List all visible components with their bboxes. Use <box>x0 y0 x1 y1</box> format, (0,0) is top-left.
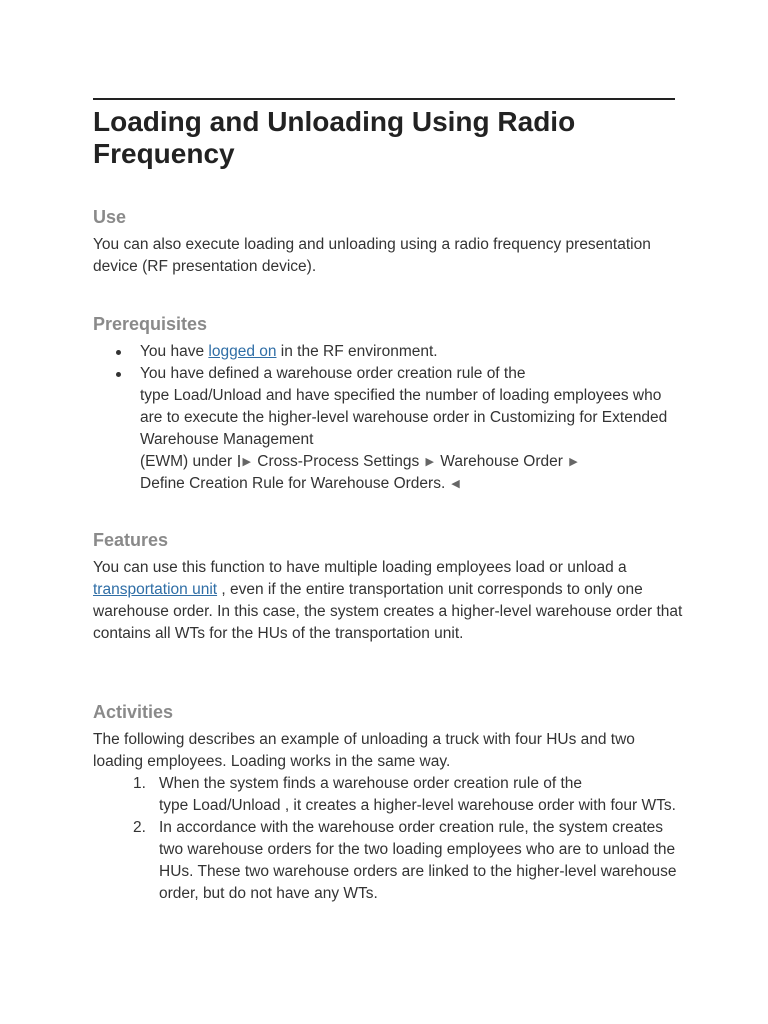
path-arrow-icon: ▶ <box>242 456 251 468</box>
step-number: 2. <box>133 819 146 836</box>
features-heading: Features <box>93 530 169 550</box>
features-text-before: You can use this function to have multiple loading employees load or unload a <box>93 559 627 576</box>
step-text-b: type Load/Unload , it creates a higher-level warehouse order with four WTs. <box>159 797 676 814</box>
prereq-2-text-a: You have defined a warehouse order creation rule of the <box>140 365 526 382</box>
use-heading: Use <box>93 207 127 227</box>
logged-on-link[interactable]: logged on <box>208 343 277 360</box>
use-text: You can also execute loading and unloading using a radio frequency presentation device (RF presentation device). <box>93 236 651 275</box>
list-item <box>93 773 683 817</box>
prerequisites-list <box>93 341 683 495</box>
bullet-icon <box>116 372 121 377</box>
path-end-icon: ◀ <box>451 478 460 490</box>
step-text-a: When the system finds a warehouse order creation rule of the <box>159 775 583 792</box>
features-text-after: , even if the entire transportation unit corresponds to only one warehouse order. In this case, the system creates a higher-level warehouse order that contains all WTs for the HUs of the transportation unit. <box>93 581 683 642</box>
activities-steps <box>93 773 683 905</box>
bullet-icon <box>116 350 121 355</box>
list-item <box>93 363 683 495</box>
prereq-2-text-b: type Load/Unload and have specified the number of loading employees who are to execute the higher-level warehouse order in Customizing for Extended Warehouse Management <box>140 387 668 448</box>
menu-path-cross-process: Cross-Process Settings <box>257 453 420 470</box>
list-item <box>93 341 683 363</box>
activities-intro: The following describes an example of unloading a truck with four HUs and two loading employees. Loading works in the same way. <box>93 731 635 770</box>
path-arrow-icon: ▶ <box>569 456 578 468</box>
menu-path-warehouse-order: Warehouse Order <box>440 453 563 470</box>
prereq-1-before: You have <box>140 343 209 360</box>
transportation-unit-link[interactable]: transportation unit <box>93 581 218 598</box>
path-arrow-icon: ▶ <box>425 456 434 468</box>
page-title: Loading and Unloading Using Radio Frequency <box>93 106 576 169</box>
menu-path-define-creation-rule: Define Creation Rule for Warehouse Orders. <box>140 475 446 492</box>
prereq-2-text-c: (EWM) under <box>140 453 233 470</box>
features-text <box>93 557 683 645</box>
activities-heading: Activities <box>93 702 174 722</box>
step-number: 1. <box>133 775 146 792</box>
step-text: In accordance with the warehouse order creation rule, the system creates two warehouse orders for the two loading employees who are to unload the HUs. These two warehouse orders are linked to the higher-level warehouse order, but do not have any WTs. <box>159 819 677 902</box>
path-start-icon <box>238 455 240 467</box>
title-rule <box>93 98 675 100</box>
prerequisites-heading: Prerequisites <box>93 314 208 334</box>
list-item <box>93 817 683 905</box>
prereq-1-after: in the RF environment. <box>276 343 438 360</box>
